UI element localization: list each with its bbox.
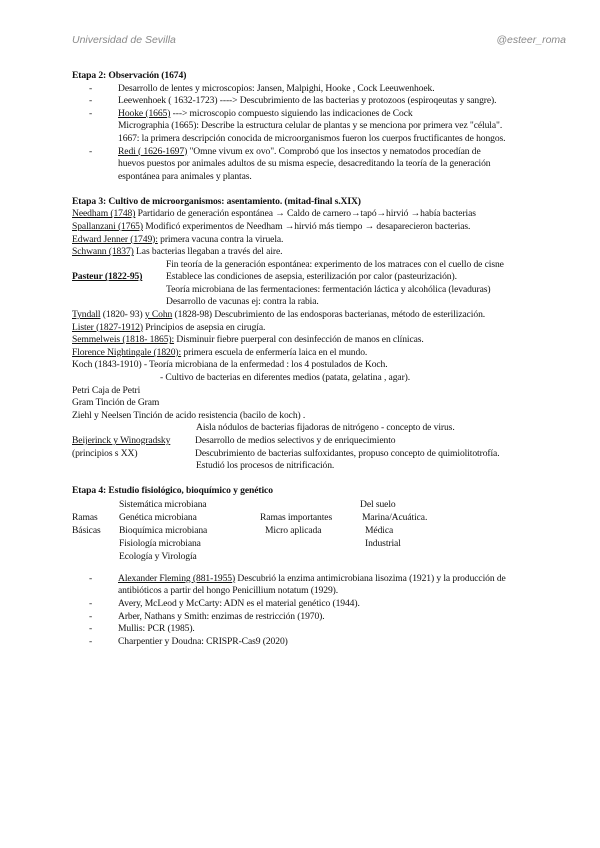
redi-text: "Omne vivum ex ovo". Comprobó que los insectos y nematodos procedían de <box>187 145 481 157</box>
line-ziehl: Ziehl y Neelsen Tinción de acido resistencia (bacilo de koch) . <box>72 409 306 421</box>
line-spallanzani <box>72 221 578 234</box>
fleming-text-2: antibióticos a partir del hongo Penicillium notatum (1929). <box>118 585 339 597</box>
schwann-name: Schwann (1837) <box>72 246 134 258</box>
applied-branch: Industrial <box>365 537 401 549</box>
fleming-name: Alexander Fleming (881-1955) <box>118 572 236 584</box>
beijerinck-text-3: Estudió los procesos de nitrificación. <box>196 460 335 472</box>
label-ramas: Ramas <box>72 511 98 523</box>
applied-branch: Del suelo <box>360 498 396 510</box>
jenner-name: Edward Jenner (1749): <box>72 233 158 245</box>
applied-branch: Marina/Acuática. <box>362 511 428 523</box>
hooke-text-3: 1667: la primera descripción conocida de microorganismos fueron los cuerpos fructificantes de hongos. <box>118 132 506 144</box>
schwann-text: Las bacterias llegaban a través del aire. <box>133 246 283 258</box>
section-etapa-4 <box>72 485 578 648</box>
document-body <box>72 70 578 648</box>
line-semmelweis <box>72 334 578 347</box>
basic-branch: Genética microbiana <box>119 511 197 523</box>
section-etapa-3 <box>72 196 578 473</box>
tyndall-name: Tyndall <box>72 309 101 321</box>
branches-table <box>72 499 578 563</box>
beijerinck-name: Beijerinck y Winogradsky <box>72 435 171 447</box>
pasteur-text-4: Desarrollo de vacunas ej: contra la rabia. <box>166 296 319 308</box>
line-lister <box>72 322 578 335</box>
section-etapa-2 <box>72 70 578 183</box>
bullet-item: - Arber, Nathans y Smith: enzimas de restricción (1970). <box>72 611 578 624</box>
section-title-etapa-4: Etapa 4: Estudio fisiológico, bioquímico y genético <box>72 485 273 497</box>
pasteur-text-2: Establece las condiciones de asepsia, esterilización por calor (pasteurización). <box>166 271 457 283</box>
line-beijerinck-2 <box>72 448 578 461</box>
header-university: Universidad de Sevilla <box>72 34 176 46</box>
spacer <box>72 563 578 573</box>
redi-text-3: espontánea para animales y plantas. <box>118 170 252 182</box>
cohn-name: y Cohn <box>144 309 173 321</box>
bullet-item-fleming <box>72 573 578 598</box>
line-tyndall-cohn <box>72 309 578 322</box>
hooke-text: ---> microscopio compuesto siguiendo las indicaciones de Cock <box>170 107 413 119</box>
fleming-text: Descubrió la enzima antimicrobiana lisozima (1921) y la producción de <box>235 572 506 584</box>
label-micro-aplicada: Micro aplicada <box>265 524 322 536</box>
section-title-etapa-2: Etapa 2: Observación (1674) <box>72 70 187 81</box>
bullet-item: - Leewenhoek ( 1632-1723) ----> Descubrimiento de las bacterias y protozoos (espiroqeutas y sangre). <box>72 95 578 108</box>
nightingale-name: Florence Nightingale (1820): <box>72 346 182 358</box>
line-beijerinck <box>72 435 578 448</box>
needham-text: Partidario de generación espontánea → Caldo de carnero→tapó→hirvió →había bacterias <box>135 208 476 220</box>
pasteur-text-3: Teoría microbiana de las fermentaciones: fermentación láctica y alcohólica (levaduras) <box>166 283 491 295</box>
applied-branch: Médica <box>365 524 394 536</box>
bullet-item: - Charpentier y Doudna: CRISPR-Cas9 (2020) <box>72 636 578 649</box>
basic-branch: Sistemática microbiana <box>119 498 207 510</box>
pasteur-text-1: Fin teoría de la generación espontánea: experimento de los matraces con el cuello de cisne <box>166 258 504 270</box>
basic-branch: Bioquímica microbiana <box>119 524 208 536</box>
beijerinck-text-2: Descubrimiento de bacterias sulfoxidantes, propuso concepto de quimiolitotrofía. <box>195 447 500 459</box>
needham-name: Needham (1748) <box>72 208 136 220</box>
line-petri: Petri Caja de Petri <box>72 384 141 396</box>
koch-text-2: - Cultivo de bacterias en diferentes medios (patata, gelatina , agar). <box>160 372 411 384</box>
spallanzani-text: Modificó experimentos de Needham →hirvió más tiempo → desaparecieron bacterias. <box>142 220 471 232</box>
tyndall-years: (1820- 93) <box>100 309 145 321</box>
line-nightingale <box>72 347 578 360</box>
semmelweis-text: Disminuir fiebre puerperal con desinfección de manos en clínicas. <box>174 334 424 346</box>
cohn-text: (1828-98) Descubrimiento de las endosporas bacterianas, método de esterilización. <box>172 309 486 321</box>
nightingale-text: primera escuela de enfermería laica en el mundo. <box>181 346 368 358</box>
redi-name: Redi ( 1626-1697) <box>118 145 188 157</box>
spallanzani-name: Spallanzani (1765) <box>72 220 143 232</box>
line-pasteur <box>72 271 578 284</box>
header-author-handle: @esteer_roma <box>496 34 566 46</box>
bullet-item-redi <box>72 146 578 184</box>
beijerinck-period: (principios s XX) <box>72 447 138 459</box>
line-jenner <box>72 234 578 247</box>
section-title-etapa-3: Etapa 3: Cultivo de microorganismos: asentamiento. (mitad-final s.XIX) <box>72 195 361 207</box>
bullet-item: - Avery, McLeod y McCarty: ADN es el material genético (1944). <box>72 598 578 611</box>
basic-branch: Fisiología microbiana <box>119 537 201 549</box>
label-basicas: Básicas <box>72 524 101 536</box>
beijerinck-text-1: Desarrollo de medios selectivos y de enriquecimiento <box>195 435 396 447</box>
redi-text-2: huevos puestos por animales adultos de su misma especie, desacreditando la teoría de la generación <box>118 158 491 170</box>
label-ramas-importantes: Ramas importantes <box>260 511 333 523</box>
bullet-item-hooke <box>72 108 578 146</box>
beijerinck-text-0: Aisla nódulos de bacterias fijadoras de nitrógeno - concepto de virus. <box>196 422 455 434</box>
semmelweis-name: Semmelweis (1818- 1865): <box>72 334 175 346</box>
basic-branch: Ecología y Virología <box>119 550 197 562</box>
bullet-item: - Mullis: PCR (1985). <box>72 623 578 636</box>
lister-text: Principios de asepsia en cirugía. <box>142 321 266 333</box>
line-schwann <box>72 246 578 259</box>
bullet-item: - Desarrollo de lentes y microscopios: Jansen, Malpighi, Hooke , Cock Leeuwenhoek. <box>72 83 578 96</box>
lister-name: Lister (1827-1912) <box>72 321 143 333</box>
line-gram: Gram Tinción de Gram <box>72 397 160 409</box>
hooke-text-2: Micrographia (1665): Describe la estructura celular de plantas y se menciona por primera vez "célula". <box>118 120 503 132</box>
line-needham <box>72 208 578 221</box>
koch-text-1: Koch (1843-1910) - Teoría microbiana de la enfermedad : los 4 postulados de Koch. <box>72 359 388 371</box>
jenner-text: primera vacuna contra la viruela. <box>157 233 284 245</box>
hooke-name: Hooke (1665) <box>118 107 171 119</box>
pasteur-name: Pasteur (1822-95) <box>72 271 143 283</box>
